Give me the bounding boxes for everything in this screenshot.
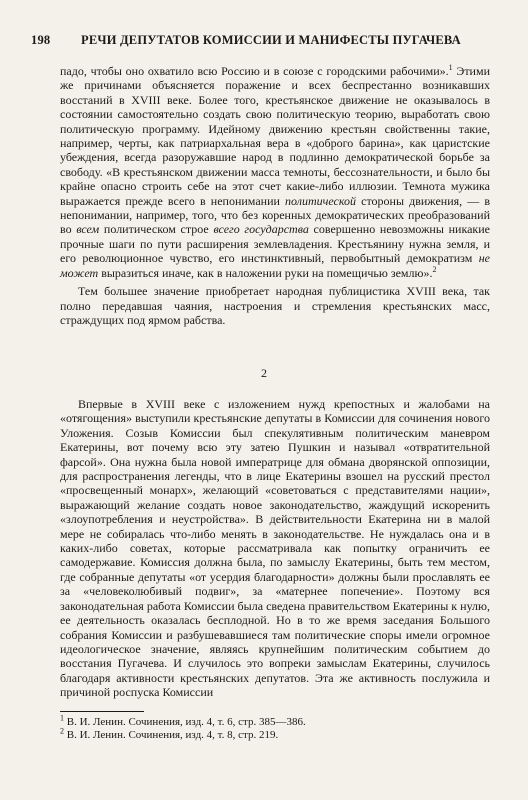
italic-run: политической [285,193,357,208]
text-run: выразиться иначе, как в наложении руки на помещичью землю». [98,265,433,280]
text-run: стороны движения, — в непонимании, например, того, что без коренных демократических преобразований во [60,193,491,237]
text-block-top [60,64,490,327]
italic-run: не может [60,251,490,280]
footnote-text: В. И. Ленин. Сочинения, изд. 4, т. 6, стр. 385—386. [64,716,306,728]
text-block-bottom [60,397,490,700]
page-number: 198 [31,33,51,47]
paragraph-publicistika: Тем большее значение приобретает народная публицистика XVIII века, так полно передавшая чаяния, настроения и стремления крестьянских масс, страждущих под ярмом рабства. [60,284,490,327]
text-run: совершенно невозможны никакие прочные шаги по пути расширения землевладения. Крестьянину нужна земля, и его революционное чувство, его инстинктивный, первобытный демократизм [60,222,490,266]
footnote-2 [60,726,490,742]
footnote-mark: 2 [60,726,64,736]
footnote-divider [60,711,144,712]
footnote-1 [60,713,490,729]
text-run: падо, чтобы оно охватило всю Россию и в союзе с городскими рабочими». [60,64,449,78]
footnote-ref-1: 1 [448,63,453,72]
paragraph-commission: Впервые в XVIII веке с изложением нужд крепостных и жалобами на «отягощения» выступили крестьянские депутаты в Комиссии для сочинения нового Уложения. Созыв Комиссии был спекулятивным политическим маневром Екатерины, вот почему всю эту затею Пушкин и называл «отвратительной фарсой». Она нужна была новой императрице для обмана дворянской оппозиции, для распространения легенды, что в лице Екатерины взошел на русский престол «просвещенный монарх», желающий «советоваться с представителями нации», выражающий желание создать новое законодательство, жаждущий искоренить «злоупотребления и неустройства». В действительности Екатерина ни в малой мере не собиралась что-либо менять в законодательстве. Не нуждалась она и в каких-либо советах, которые рассматривала как попытку ограничить ее самодержавие. Комиссия должна была, по замыслу Екатерины, быть тем местом, где собранные депутаты «от усердия благодарности» должны были прославлять ее за «человеколюбивый подвиг», за «матернее попечение». Поэтому вся законодательная работа Комиссии была сведена правительством Екатерины к нулю, ее деятельность оказалась бесплодной. Но в то же время заседания Большого собрания Комиссии и разбушевавшиеся там политические споры имели огромное идеологическое значение, являясь крупнейшим политическим событием до восстания Пугачева. И случилось это вопреки замыслам Екатерины, случилось благодаря активности крестьянских депутатов. Эта же активность послужила и причиной роспуска Комиссии [60,397,490,700]
running-header [31,33,487,48]
footnote-text: В. И. Ленин. Сочинения, изд. 4, т. 8, стр. 219. [64,729,279,741]
italic-run: всем [76,222,100,237]
section-number: 2 [261,366,267,380]
footnote-ref-2: 2 [432,264,437,274]
footnotes [60,713,490,742]
running-title: РЕЧИ ДЕПУТАТОВ КОМИССИИ И МАНИФЕСТЫ ПУГАЧЕВА [81,33,461,47]
italic-run: всего государства [213,222,309,237]
text-run: политическом строе [99,222,214,237]
text-run: Этими же причинами объясняется поражение и всех беспрестанно возникавших восстаний в XVIII веке. Более того, крестьянское движение не оказывалось в состоянии самостоятельно создать свою политическую теорию, выработать свою политическую программу. Идейному движению крестьян свойственны такие, например, черты, как патриархальная вера в «доброго барина», как царистские убеждения, всегда разоружавшие народ в подлинно демократической борьбе за свободу. «В крестьянском движении масса темноты, бессознательности, и было бы крайне опасно строить себе на этот счет какие-либо иллюзии. Темнота мужика выражается прежде всего в непонимании [60,64,490,208]
paragraph-quote-continuation [60,64,490,280]
footnote-mark: 1 [60,713,64,723]
